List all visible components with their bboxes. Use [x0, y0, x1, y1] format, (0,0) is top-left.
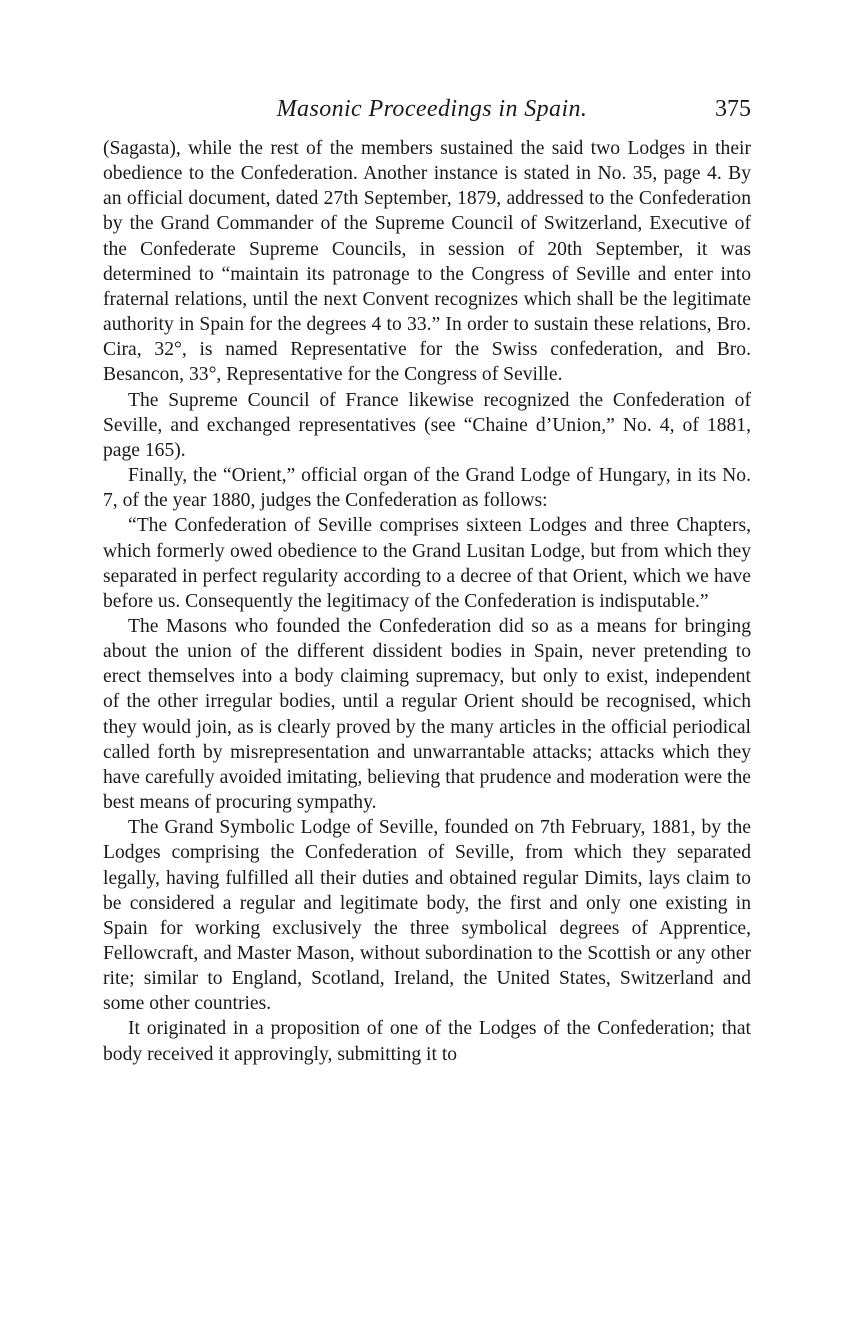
book-page: [103, 92, 751, 1067]
paragraph: It originated in a proposition of one of the Lodges of the Confederation; that body received it approvingly, submitting it to: [103, 1018, 751, 1065]
body-text: [103, 136, 751, 1067]
page-number: 375: [715, 96, 751, 122]
running-header: [103, 92, 751, 126]
running-title: Masonic Proceedings in Spain.: [276, 96, 588, 122]
paragraph: The Masons who founded the Confederation did so as a means for bringing about the union of the different dissident bodies in Spain, never pretending to erect themselves into a body claiming supremacy, but only to exist, independent of the other irregular bodies, until a regular Orient should be recognised, which they would join, as is clearly proved by the many articles in the official periodical called forth by misrepresentation and unwarrantable attacks; attacks which they have carefully avoided imitating, believing that prudence and moderation were the best means of procuring sympathy.: [103, 615, 751, 814]
paragraph: The Grand Symbolic Lodge of Seville, founded on 7th February, 1881, by the Lodges comprising the Confederation of Seville, from which they separated legally, having fulfilled all their duties and obtained regular Dimits, lays claim to be considered a regular and legitimate body, the first and only one existing in Spain for working exclusively the three symbolical degrees of Apprentice, Fellowcraft, and Master Mason, without subordination to the Scottish or any other rite; similar to England, Scotland, Ireland, the United States, Switzerland and some other countries.: [103, 817, 751, 1015]
quoted-paragraph: “The Confederation of Seville comprises sixteen Lodges and three Chapters, which formerly owed obedience to the Grand Lusitan Lodge, but from which they separated in perfect regularity according to a decree of that Orient, which we have before us. Consequently the legitimacy of the Confederation is indisputable.”: [103, 515, 751, 612]
paragraph: Finally, the “Orient,” official organ of the Grand Lodge of Hungary, in its No. 7, of the year 1880, judges the Confederation as follows:: [103, 465, 751, 512]
paragraph: The Supreme Council of France likewise recognized the Confederation of Seville, and exchanged representatives (see “Chaine d’Union,” No. 4, of 1881, page 165).: [103, 389, 751, 461]
paragraph: (Sagasta), while the rest of the members sustained the said two Lodges in their obedience to the Confederation. Another instance is stated in No. 35, page 4. By an official document, dated 27th September, 1879, addressed to the Confederation by the Grand Commander of the Supreme Council of Switzerland, Executive of the Confederate Supreme Councils, in session of 20th September, it was determined to “maintain its patronage to the Congress of Seville and enter into fraternal relations, until the next Convent recognizes which shall be the legitimate authority in Spain for the degrees 4 to 33.” In order to sustain these relations, Bro. Cira, 32°, is named Representative for the Swiss confederation, and Bro. Besancon, 33°, Representative for the Congress of Seville.: [103, 138, 751, 386]
